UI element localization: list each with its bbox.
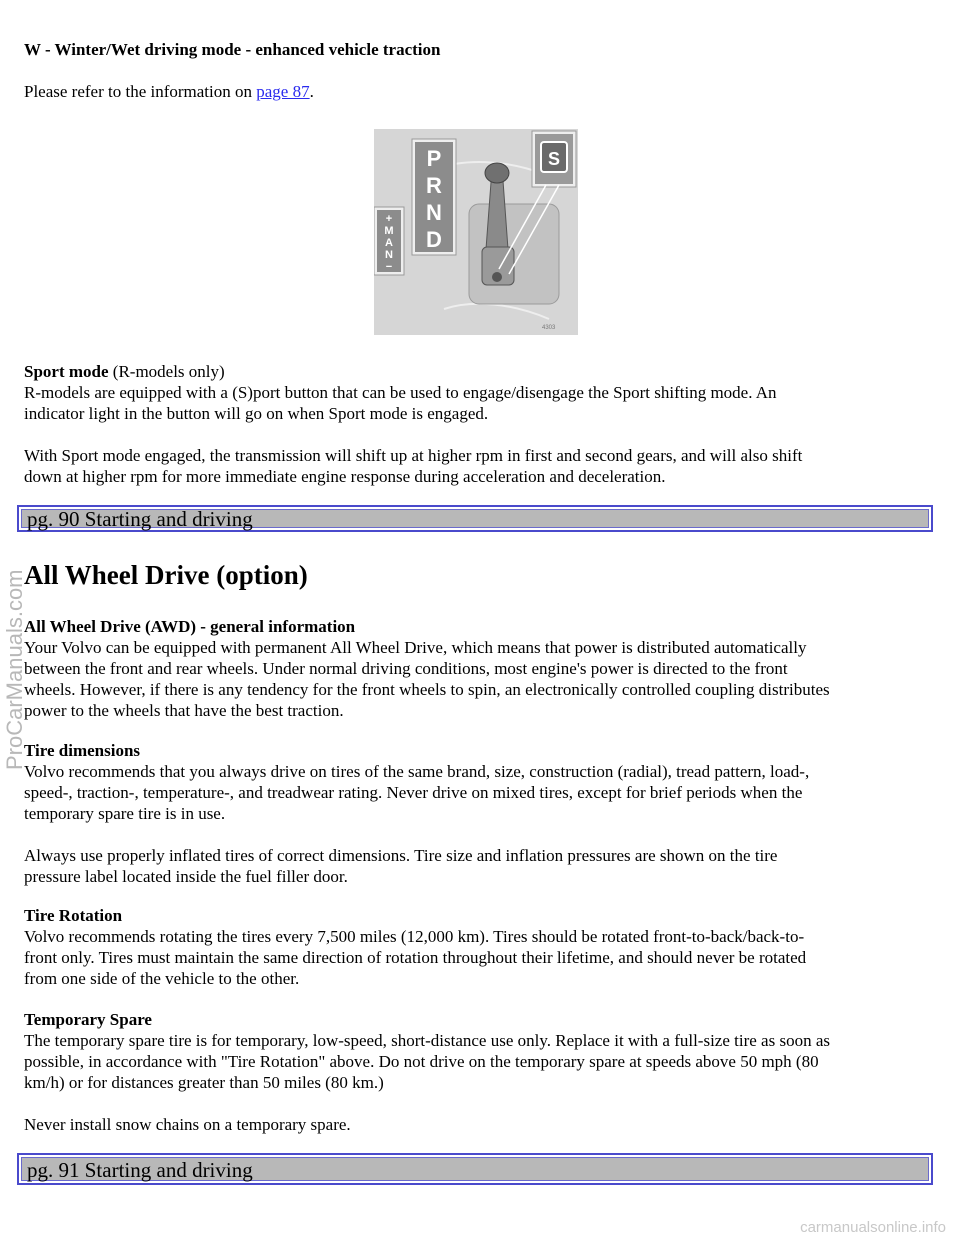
tire-dimensions-line: Always use properly inflated tires of correct dimensions. Tire size and inflation pressures are shown on the tire (24, 846, 778, 865)
footer-watermark: carmanualsonline.info (800, 1219, 946, 1236)
gear-letter: P (426, 146, 442, 171)
gear-selector-figure (374, 129, 578, 335)
tire-dimensions-section (24, 740, 809, 887)
tire-dimensions-line: Volvo recommends that you always drive on tires of the same brand, size, construction (radial), tread pattern, load-, (24, 762, 810, 781)
awd-line: wheels. However, if there is any tendency for the front wheels to spin, an electronically controlled coupling distributes (24, 680, 830, 699)
awd-title: All Wheel Drive (option) (24, 560, 308, 590)
temporary-spare-line: km/h) or for distances greater than 50 miles (80 km.) (24, 1073, 384, 1092)
tire-rotation-line: front only. Tires must maintain the same direction of rotation throughout their lifetime, and should never be rotated (24, 948, 807, 967)
page-header-label: pg. 91 Starting and driving (21, 1157, 929, 1181)
side-watermark: ProCarManuals.com (2, 569, 27, 770)
tire-dimensions-line: temporary spare tire is in use. (24, 804, 226, 823)
gear-letter: D (426, 227, 442, 252)
page-reference (24, 81, 314, 102)
sport-mode-qualifier: (R-models only) (108, 362, 225, 381)
temporary-spare-line: Never install snow chains on a temporary spare. (24, 1115, 351, 1134)
winter-mode-heading: W - Winter/Wet driving mode - enhanced vehicle traction (24, 40, 441, 59)
gear-letter: N (426, 200, 442, 225)
awd-line: between the front and rear wheels. Under normal driving conditions, most engine's power is directed to the front (24, 659, 788, 678)
gear-letter: R (426, 173, 442, 198)
awd-line: power to the wheels that have the best traction. (24, 701, 344, 720)
tire-rotation-title: Tire Rotation (24, 906, 123, 925)
manual-letter: M (384, 225, 394, 237)
sport-mode-line: indicator light in the button will go on when Sport mode is engaged. (24, 404, 489, 423)
page-header-label: pg. 90 Starting and driving (21, 509, 929, 528)
manual-letter: − (385, 261, 393, 273)
tire-rotation-line: Volvo recommends rotating the tires every 7,500 miles (12,000 km). Tires should be rotated front-to-back/back-to- (24, 927, 805, 946)
page-header-bar-91 (17, 1153, 933, 1185)
gear-selector-illustration (374, 129, 578, 335)
manual-letter: A (385, 237, 393, 249)
temporary-spare-line: possible, in accordance with "Tire Rotation" above. Do not drive on the temporary spare at speeds above 50 mph (80 (24, 1052, 819, 1071)
sport-mode-line: down at higher rpm for more immediate engine response during acceleration and deceleration. (24, 467, 666, 486)
sport-mode-line: R-models are equipped with a (S)port button that can be used to engage/disengage the Sport shifting mode. An (24, 383, 777, 402)
tire-dimensions-line: pressure label located inside the fuel filler door. (24, 867, 348, 886)
manual-letter: N (385, 249, 393, 261)
sport-button-letter: S (547, 149, 561, 169)
awd-subheading: All Wheel Drive (AWD) - general information (24, 617, 356, 636)
awd-section (24, 616, 830, 721)
tire-dimensions-line: speed-, traction-, temperature-, and treadwear rating. Never drive on mixed tires, except for brief periods when the (24, 783, 803, 802)
tire-rotation-line: from one side of the vehicle to the other. (24, 969, 300, 988)
tire-dimensions-title: Tire dimensions (24, 741, 141, 760)
reference-prefix: Please refer to the information on (24, 82, 257, 101)
temporary-spare-line: The temporary spare tire is for temporary, low-speed, short-distance use only. Replace it with a full-size tire as soon as (24, 1031, 830, 1050)
awd-line: Your Volvo can be equipped with permanent All Wheel Drive, which means that power is distributed automatically (24, 638, 807, 657)
tire-rotation-section (24, 905, 806, 989)
manual-letter: + (385, 213, 393, 225)
temporary-spare-title: Temporary Spare (24, 1010, 152, 1029)
page-87-link[interactable]: page 87 (256, 82, 310, 101)
manual-letters (384, 213, 393, 273)
temporary-spare-section (24, 1009, 830, 1135)
reference-suffix: . (309, 82, 314, 101)
sport-mode-title: Sport mode (24, 362, 109, 381)
page-header-bar-90 (17, 505, 933, 532)
sport-mode-section (24, 361, 802, 487)
figure-code: 4303 (542, 325, 556, 331)
sport-mode-line: With Sport mode engaged, the transmission will shift up at higher rpm in first and second gears, and will also shift (24, 446, 803, 465)
